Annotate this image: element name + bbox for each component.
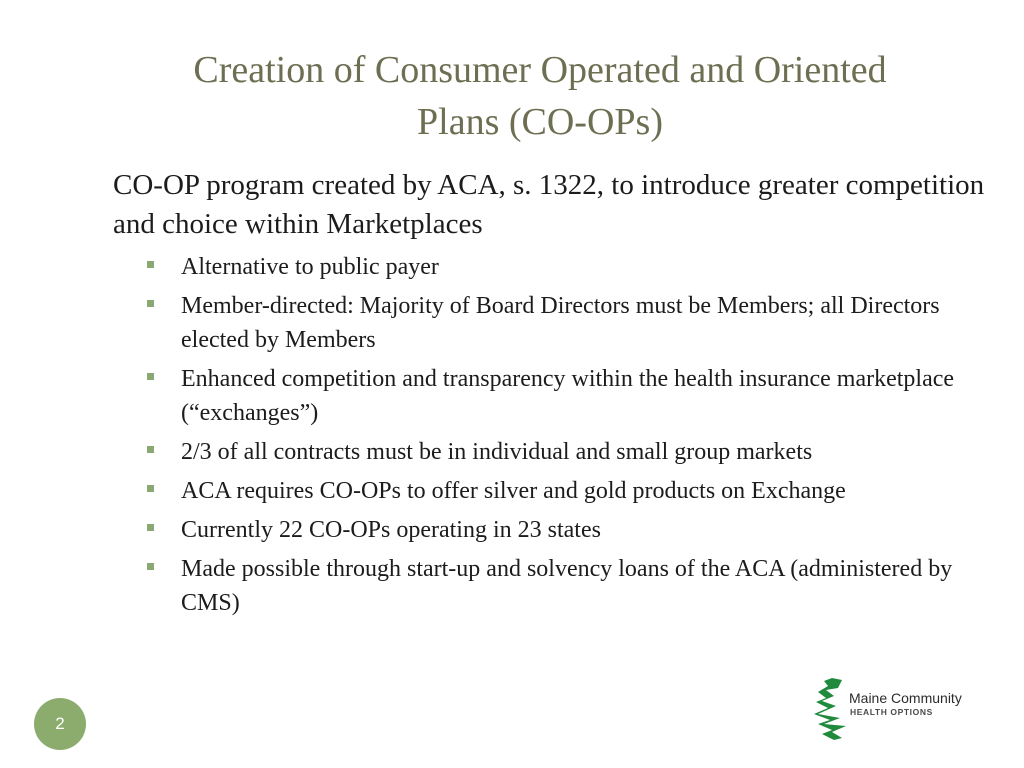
- bullet-item: [113, 289, 993, 357]
- lead-paragraph: CO-OP program created by ACA, s. 1322, to introduce greater competition and choice within Marketplaces: [113, 169, 985, 240]
- bullet-marker-icon: [147, 524, 154, 531]
- bullet-list: [113, 250, 993, 620]
- bullet-marker-icon: [147, 485, 154, 492]
- bullet-item: [113, 435, 993, 469]
- bullet-marker-icon: [147, 373, 154, 380]
- slide-title-line-2: Plans (CO-OPs): [417, 101, 663, 143]
- bullet-marker-icon: [147, 300, 154, 307]
- bullet-text: Enhanced competition and transparency within the health insurance marketplace (“exchanges”): [181, 366, 955, 426]
- bullet-item: [113, 362, 993, 430]
- bullet-marker-icon: [147, 261, 154, 268]
- slide-body: [113, 166, 993, 625]
- bullet-text: ACA requires CO-OPs to offer silver and gold products on Exchange: [181, 478, 846, 504]
- page-number-badge: 2: [34, 698, 86, 750]
- bullet-item: [113, 513, 993, 547]
- bullet-marker-icon: [147, 446, 154, 453]
- bullet-text: Made possible through start-up and solvency loans of the ACA (administered by CMS): [181, 556, 953, 616]
- slide-title: [120, 44, 960, 148]
- bullet-marker-icon: [147, 563, 154, 570]
- bullet-item: [113, 552, 993, 620]
- bullet-text: Currently 22 CO-OPs operating in 23 states: [181, 517, 601, 543]
- slide-title-line-1: Creation of Consumer Operated and Oriented: [193, 49, 887, 91]
- logo-name: Maine Community: [849, 690, 962, 706]
- maine-community-logo-icon: [812, 674, 852, 744]
- bullet-text: 2/3 of all contracts must be in individual and small group markets: [181, 439, 813, 465]
- company-logo: [812, 674, 972, 744]
- bullet-item: [113, 474, 993, 508]
- bullet-text: Member-directed: Majority of Board Directors must be Members; all Directors elected by Members: [181, 293, 940, 353]
- bullet-item: [113, 250, 993, 284]
- logo-subtitle: HEALTH OPTIONS: [850, 707, 933, 717]
- bullet-text: Alternative to public payer: [181, 254, 439, 280]
